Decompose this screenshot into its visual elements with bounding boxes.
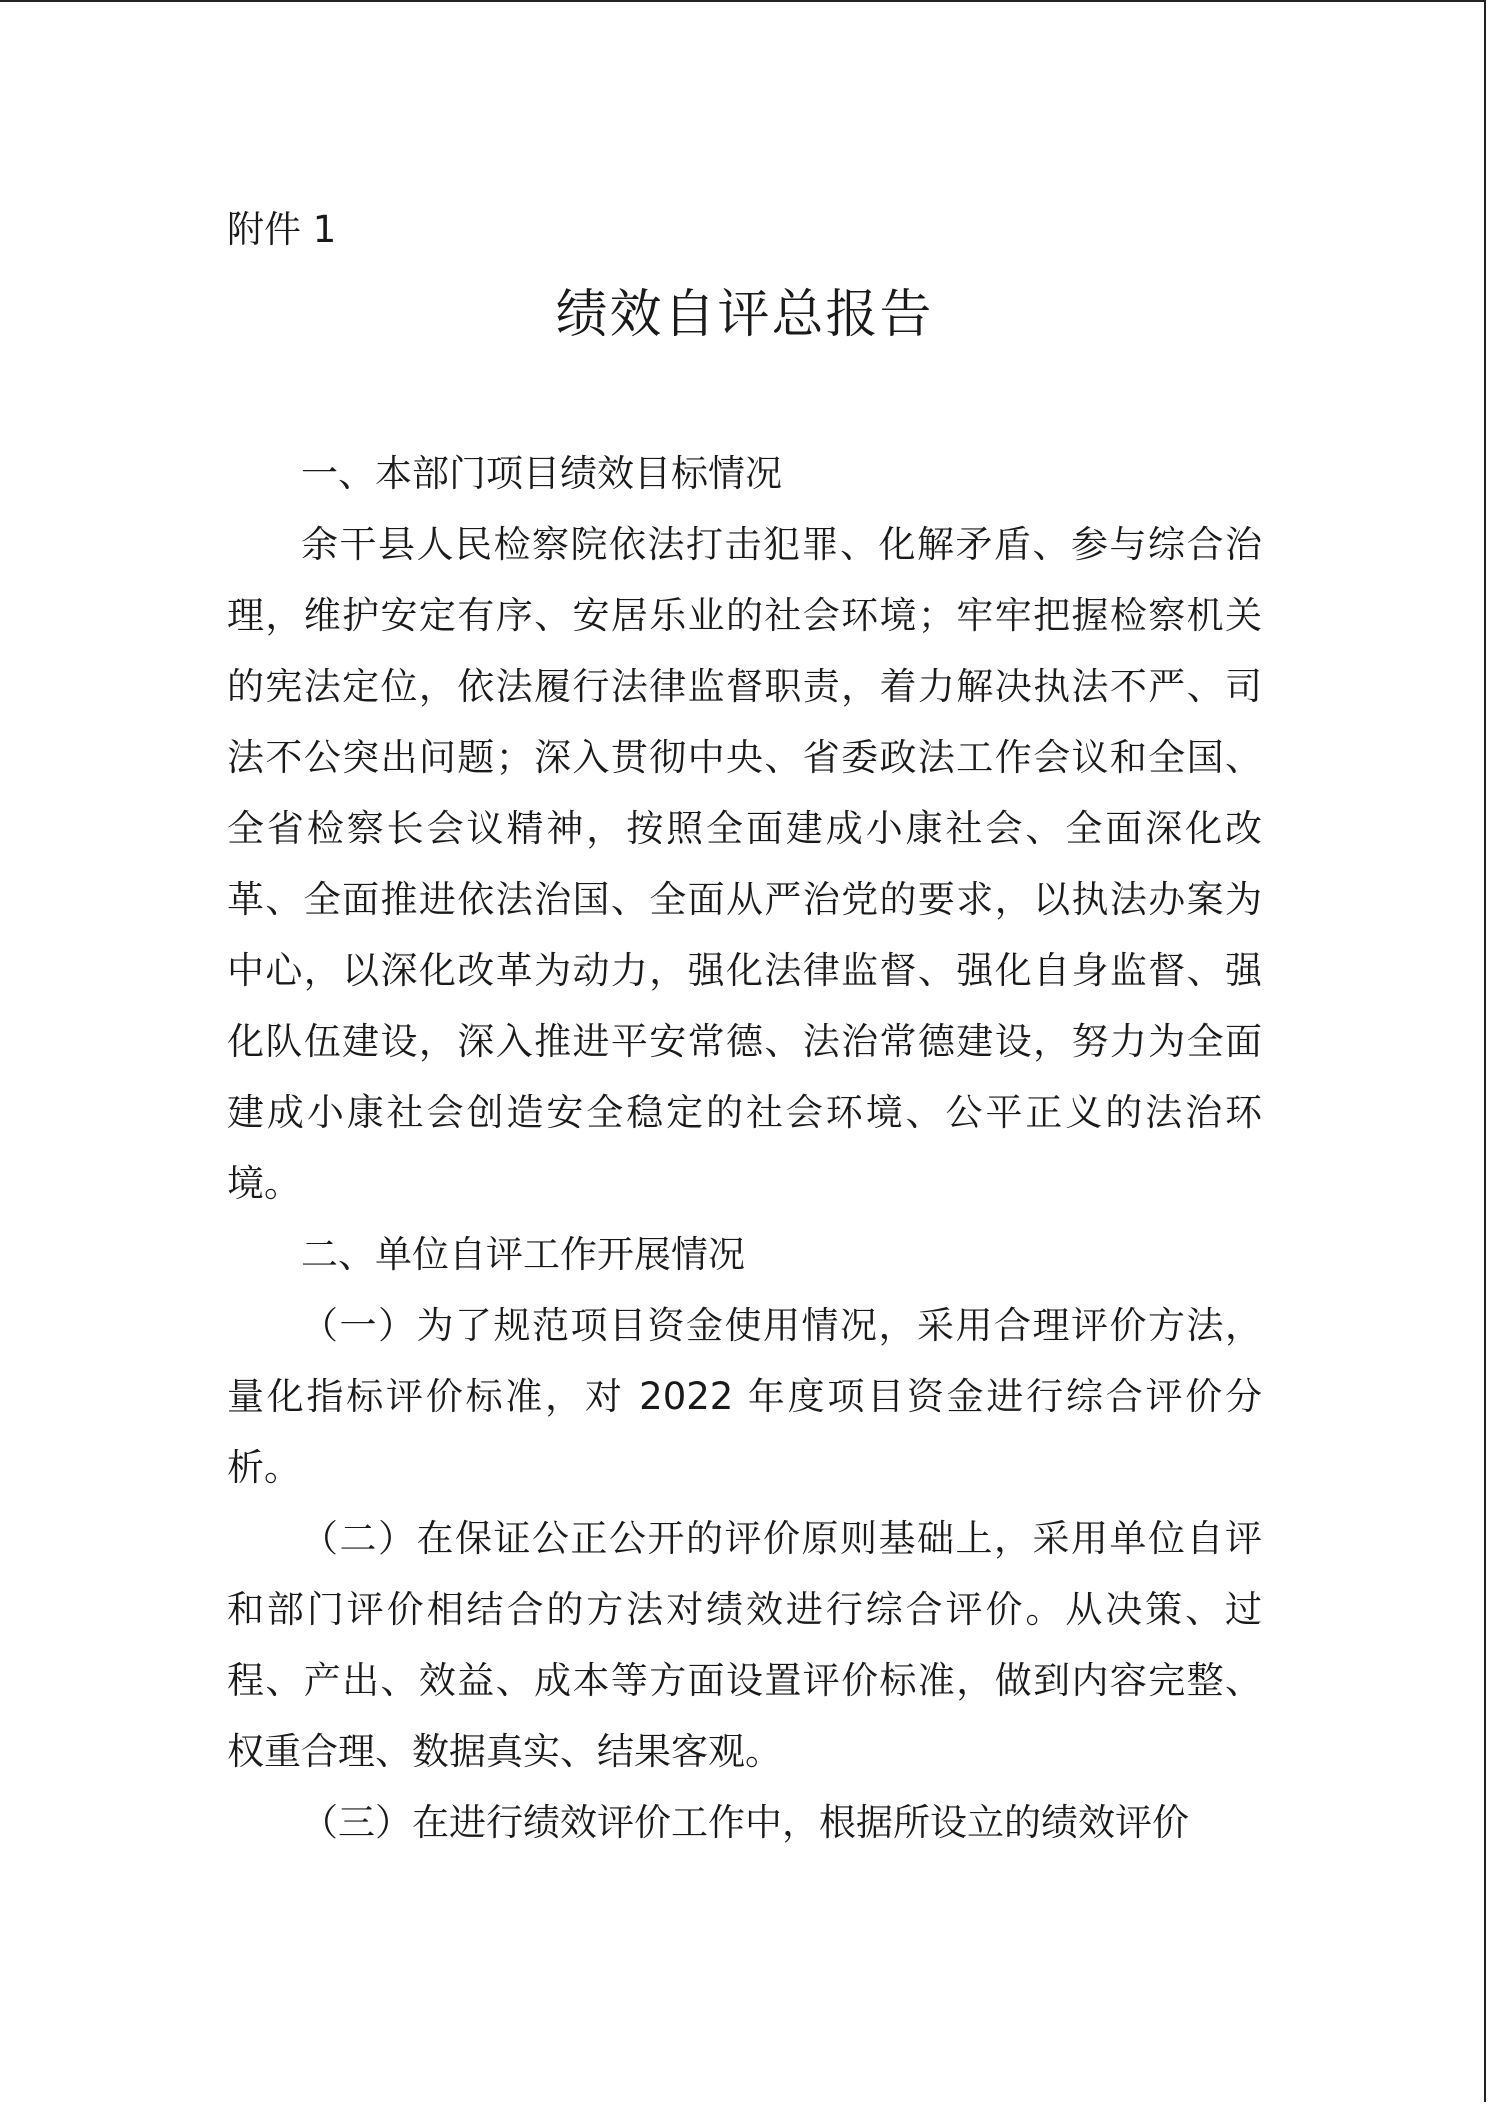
attachment-label: 附件 1 [227,208,337,251]
body-paragraph: （一）为了规范项目资金使用情况，采用合理评价方法，量化指标评价标准，对 2022 年度项目资金进行综合评价分析。 [227,1304,1262,1489]
body-paragraph: （三）在进行绩效评价工作中，根据所设立的绩效评价 [301,1801,1189,1844]
document-body [227,200,1262,1858]
body-paragraph: 余干县人民检察院依法打击犯罪、化解矛盾、参与综合治理，维护安定有序、安居乐业的社会环境；牢牢把握检察机关的宪法定位，依法履行法律监督职责，着力解决执法不严、司法不公突出问题；深入贯彻中央、省委政法工作会议和全国、全省检察长会议精神，按照全面建成小康社会、全面深化改革、全面推进依法治国、全面从严治党的要求，以执法办案为中心，以深化改革为动力，强化法律监督、强化自身监督、强化队伍建设，深入推进平安常德、法治常德建设，努力为全面建成小康社会创造安全稳定的社会环境、公平正义的法治环境。 [227,523,1262,1205]
section-heading-1: 一、本部门项目绩效目标情况 [301,452,782,495]
document-title: 绩效自评总报告 [555,285,934,345]
section-heading-2: 二、单位自评工作开展情况 [301,1233,745,1276]
body-paragraph: （二）在保证公正公开的评价原则基础上，采用单位自评和部门评价相结合的方法对绩效进行综合评价。从决策、过程、产出、效益、成本等方面设置评价标准，做到内容完整、权重合理、数据真实、结果客观。 [227,1517,1262,1773]
